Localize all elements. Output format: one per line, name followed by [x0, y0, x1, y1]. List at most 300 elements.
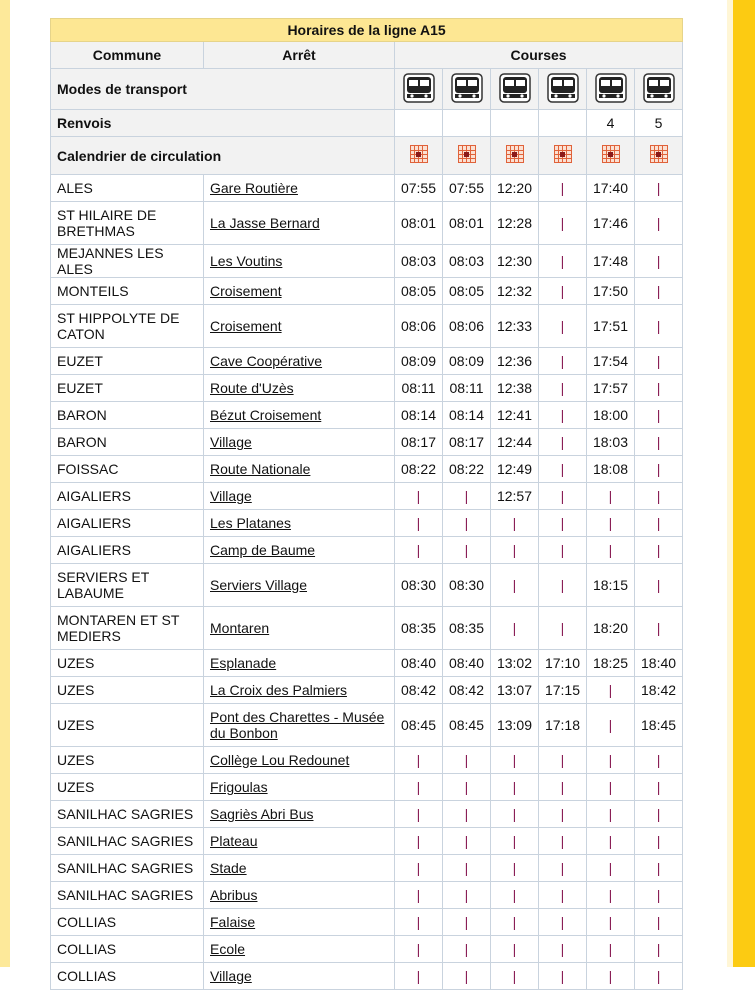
mode-cell: [491, 69, 539, 110]
no-stop-mark: |: [512, 515, 517, 531]
commune-cell: UZES: [51, 747, 204, 774]
no-stop-mark: |: [560, 380, 565, 396]
pass-cell: [395, 882, 443, 909]
time-cell: 08:01: [443, 202, 491, 245]
pass-cell: [539, 607, 587, 650]
pass-cell: [539, 429, 587, 456]
pass-cell: [491, 774, 539, 801]
right-border: [733, 0, 755, 967]
time-cell: 08:03: [395, 245, 443, 278]
pass-cell: [395, 774, 443, 801]
stop-link[interactable]: Montaren: [210, 620, 270, 636]
time-cell: 08:05: [443, 278, 491, 305]
commune-cell: EUZET: [51, 348, 204, 375]
commune-cell: AIGALIERS: [51, 510, 204, 537]
left-border: [0, 0, 10, 967]
pass-cell: [587, 510, 635, 537]
pass-cell: [395, 936, 443, 963]
no-stop-mark: |: [656, 860, 661, 876]
pass-cell: [443, 801, 491, 828]
header-courses: Courses: [395, 42, 683, 69]
pass-cell: [635, 936, 683, 963]
calendar-cell: [443, 137, 491, 175]
table-row: [51, 278, 683, 305]
commune-cell: EUZET: [51, 375, 204, 402]
stop-link[interactable]: Camp de Baume: [210, 542, 316, 558]
time-cell: 08:30: [443, 564, 491, 607]
time-cell: 08:22: [443, 456, 491, 483]
pass-cell: [635, 909, 683, 936]
time-cell: 12:28: [491, 202, 539, 245]
time-cell: 18:20: [587, 607, 635, 650]
time-cell: 08:42: [443, 677, 491, 704]
no-stop-mark: |: [656, 180, 661, 196]
header-arret: Arrêt: [204, 42, 395, 69]
time-cell: 08:45: [395, 704, 443, 747]
commune-cell: FOISSAC: [51, 456, 204, 483]
commune-cell: SANILHAC SAGRIES: [51, 801, 204, 828]
no-stop-mark: |: [416, 515, 421, 531]
no-stop-mark: |: [416, 941, 421, 957]
calendrier-row: [51, 137, 683, 175]
arret-cell: [204, 278, 395, 305]
no-stop-mark: |: [560, 752, 565, 768]
stop-link[interactable]: Stade: [210, 860, 247, 876]
calendar-cell: [395, 137, 443, 175]
no-stop-mark: |: [560, 779, 565, 795]
no-stop-mark: |: [560, 407, 565, 423]
time-cell: 17:57: [587, 375, 635, 402]
no-stop-mark: |: [560, 941, 565, 957]
pass-cell: [539, 202, 587, 245]
time-cell: 18:08: [587, 456, 635, 483]
pass-cell: [539, 348, 587, 375]
time-cell: 07:55: [443, 175, 491, 202]
time-cell: 08:30: [395, 564, 443, 607]
time-cell: 13:07: [491, 677, 539, 704]
stop-link[interactable]: Croisement: [210, 283, 282, 299]
calendar-icon[interactable]: [506, 145, 524, 166]
no-stop-mark: |: [560, 515, 565, 531]
no-stop-mark: |: [560, 318, 565, 334]
arret-cell: [204, 245, 395, 278]
no-stop-mark: |: [512, 968, 517, 984]
no-stop-mark: |: [608, 806, 613, 822]
no-stop-mark: |: [512, 914, 517, 930]
pass-cell: [395, 909, 443, 936]
pass-cell: [587, 677, 635, 704]
table-row: [51, 483, 683, 510]
arret-cell: [204, 564, 395, 607]
arret-cell: [204, 828, 395, 855]
time-cell: 08:06: [395, 305, 443, 348]
stop-link[interactable]: Abribus: [210, 887, 258, 903]
time-cell: 08:40: [443, 650, 491, 677]
no-stop-mark: |: [416, 887, 421, 903]
renvois-label: Renvois: [51, 110, 395, 137]
renvoi-cell[interactable]: 5: [635, 110, 683, 137]
no-stop-mark: |: [560, 353, 565, 369]
pass-cell: [395, 483, 443, 510]
time-cell: 08:03: [443, 245, 491, 278]
calendar-icon[interactable]: [650, 145, 668, 166]
bus-icon: [547, 73, 579, 106]
calendar-icon[interactable]: [410, 145, 428, 166]
time-cell: 12:49: [491, 456, 539, 483]
commune-cell: SANILHAC SAGRIES: [51, 882, 204, 909]
no-stop-mark: |: [512, 887, 517, 903]
no-stop-mark: |: [656, 253, 661, 269]
no-stop-mark: |: [512, 752, 517, 768]
no-stop-mark: |: [464, 860, 469, 876]
pass-cell: [539, 402, 587, 429]
time-cell: 08:22: [395, 456, 443, 483]
no-stop-mark: |: [656, 887, 661, 903]
no-stop-mark: |: [416, 860, 421, 876]
stop-link[interactable]: La Jasse Bernard: [210, 215, 320, 231]
no-stop-mark: |: [512, 542, 517, 558]
no-stop-mark: |: [656, 353, 661, 369]
time-cell: 18:00: [587, 402, 635, 429]
no-stop-mark: |: [560, 968, 565, 984]
time-cell: 08:35: [443, 607, 491, 650]
time-cell: 12:33: [491, 305, 539, 348]
pass-cell: [539, 375, 587, 402]
pass-cell: [491, 510, 539, 537]
calendar-cell: [539, 137, 587, 175]
table-row: [51, 909, 683, 936]
renvoi-cell: [443, 110, 491, 137]
no-stop-mark: |: [608, 914, 613, 930]
stop-link[interactable]: Gare Routière: [210, 180, 298, 196]
no-stop-mark: |: [656, 941, 661, 957]
table-row: [51, 607, 683, 650]
stop-link[interactable]: La Croix des Palmiers: [210, 682, 347, 698]
no-stop-mark: |: [512, 806, 517, 822]
header-commune: Commune: [51, 42, 204, 69]
pass-cell: [395, 510, 443, 537]
no-stop-mark: |: [464, 806, 469, 822]
no-stop-mark: |: [464, 887, 469, 903]
pass-cell: [587, 909, 635, 936]
arret-cell: [204, 402, 395, 429]
commune-cell: COLLIAS: [51, 936, 204, 963]
no-stop-mark: |: [608, 779, 613, 795]
no-stop-mark: |: [560, 461, 565, 477]
no-stop-mark: |: [608, 752, 613, 768]
pass-cell: [539, 537, 587, 564]
pass-cell: [443, 774, 491, 801]
time-cell: 08:35: [395, 607, 443, 650]
stop-link[interactable]: Route Nationale: [210, 461, 311, 477]
timetable-title: Horaires de la ligne A15: [51, 19, 683, 42]
pass-cell: [635, 348, 683, 375]
pass-cell: [491, 747, 539, 774]
pass-cell: [635, 305, 683, 348]
commune-cell: AIGALIERS: [51, 537, 204, 564]
no-stop-mark: |: [560, 914, 565, 930]
commune-cell: COLLIAS: [51, 909, 204, 936]
pass-cell: [491, 882, 539, 909]
table-row: [51, 882, 683, 909]
table-row: [51, 510, 683, 537]
arret-cell: [204, 429, 395, 456]
timetable: [50, 18, 683, 990]
bus-icon: [643, 73, 675, 106]
no-stop-mark: |: [656, 434, 661, 450]
time-cell: 08:06: [443, 305, 491, 348]
commune-cell: MONTAREN ET ST MEDIERS: [51, 607, 204, 650]
stop-link[interactable]: Village: [210, 434, 252, 450]
no-stop-mark: |: [560, 434, 565, 450]
time-cell: 12:32: [491, 278, 539, 305]
stop-link[interactable]: Croisement: [210, 318, 282, 334]
renvoi-cell[interactable]: 4: [587, 110, 635, 137]
pass-cell: [539, 456, 587, 483]
no-stop-mark: |: [656, 488, 661, 504]
commune-cell: BARON: [51, 402, 204, 429]
time-cell: 08:42: [395, 677, 443, 704]
pass-cell: [491, 607, 539, 650]
no-stop-mark: |: [656, 833, 661, 849]
time-cell: 12:30: [491, 245, 539, 278]
pass-cell: [635, 175, 683, 202]
pass-cell: [539, 483, 587, 510]
arret-cell: [204, 607, 395, 650]
no-stop-mark: |: [464, 941, 469, 957]
no-stop-mark: |: [560, 833, 565, 849]
no-stop-mark: |: [608, 717, 613, 733]
renvoi-cell: [395, 110, 443, 137]
table-row: [51, 677, 683, 704]
pass-cell: [635, 537, 683, 564]
no-stop-mark: |: [560, 860, 565, 876]
pass-cell: [587, 801, 635, 828]
time-cell: 18:42: [635, 677, 683, 704]
time-cell: 17:51: [587, 305, 635, 348]
pass-cell: [539, 855, 587, 882]
renvoi-cell: [491, 110, 539, 137]
arret-cell: [204, 704, 395, 747]
pass-cell: [539, 828, 587, 855]
no-stop-mark: |: [464, 488, 469, 504]
pass-cell: [539, 909, 587, 936]
table-row: [51, 456, 683, 483]
no-stop-mark: |: [512, 860, 517, 876]
commune-cell: ST HIPPOLYTE DE CATON: [51, 305, 204, 348]
calendar-icon[interactable]: [554, 145, 572, 166]
commune-cell: AIGALIERS: [51, 483, 204, 510]
time-cell: 12:20: [491, 175, 539, 202]
time-cell: 17:48: [587, 245, 635, 278]
stop-link[interactable]: Collège Lou Redounet: [210, 752, 350, 768]
stop-link[interactable]: Esplanade: [210, 655, 277, 671]
pass-cell: [635, 855, 683, 882]
pass-cell: [635, 828, 683, 855]
pass-cell: [587, 774, 635, 801]
stop-link[interactable]: Frigoulas: [210, 779, 268, 795]
no-stop-mark: |: [656, 806, 661, 822]
no-stop-mark: |: [656, 779, 661, 795]
time-cell: 13:09: [491, 704, 539, 747]
modes-row: [51, 69, 683, 110]
bus-icon: [595, 73, 627, 106]
no-stop-mark: |: [608, 682, 613, 698]
commune-cell: SANILHAC SAGRIES: [51, 828, 204, 855]
time-cell: 18:45: [635, 704, 683, 747]
bus-icon: [451, 73, 483, 106]
pass-cell: [635, 278, 683, 305]
stop-link[interactable]: Cave Coopérative: [210, 353, 323, 369]
mode-cell: [395, 69, 443, 110]
arret-cell: [204, 855, 395, 882]
calendar-icon[interactable]: [458, 145, 476, 166]
stop-link[interactable]: Village: [210, 968, 252, 984]
arret-cell: [204, 677, 395, 704]
no-stop-mark: |: [656, 914, 661, 930]
pass-cell: [395, 855, 443, 882]
stop-link[interactable]: Route d'Uzès: [210, 380, 294, 396]
pass-cell: [539, 774, 587, 801]
pass-cell: [635, 375, 683, 402]
no-stop-mark: |: [608, 488, 613, 504]
pass-cell: [587, 936, 635, 963]
calendar-icon[interactable]: [602, 145, 620, 166]
pass-cell: [587, 537, 635, 564]
pass-cell: [491, 909, 539, 936]
no-stop-mark: |: [656, 752, 661, 768]
stop-link[interactable]: Pont des Charettes - Musée du Bonbon: [210, 709, 385, 741]
pass-cell: [491, 855, 539, 882]
no-stop-mark: |: [464, 779, 469, 795]
time-cell: 18:15: [587, 564, 635, 607]
arret-cell: [204, 909, 395, 936]
commune-cell: ALES: [51, 175, 204, 202]
pass-cell: [491, 801, 539, 828]
no-stop-mark: |: [608, 941, 613, 957]
no-stop-mark: |: [608, 860, 613, 876]
no-stop-mark: |: [608, 542, 613, 558]
time-cell: 12:38: [491, 375, 539, 402]
no-stop-mark: |: [656, 542, 661, 558]
time-cell: 08:14: [443, 402, 491, 429]
commune-cell: UZES: [51, 677, 204, 704]
stop-link[interactable]: Ecole: [210, 941, 246, 957]
stop-link[interactable]: Falaise: [210, 914, 256, 930]
no-stop-mark: |: [416, 914, 421, 930]
no-stop-mark: |: [608, 887, 613, 903]
time-cell: 17:54: [587, 348, 635, 375]
time-cell: 08:14: [395, 402, 443, 429]
no-stop-mark: |: [656, 461, 661, 477]
no-stop-mark: |: [656, 318, 661, 334]
no-stop-mark: |: [464, 752, 469, 768]
no-stop-mark: |: [656, 620, 661, 636]
stop-link[interactable]: Village: [210, 488, 252, 504]
pass-cell: [443, 855, 491, 882]
renvois-row: [51, 110, 683, 137]
table-row: [51, 564, 683, 607]
pass-cell: [635, 564, 683, 607]
table-row: [51, 348, 683, 375]
arret-cell: [204, 774, 395, 801]
pass-cell: [635, 510, 683, 537]
stop-link[interactable]: Serviers Village: [210, 577, 308, 593]
pass-cell: [635, 747, 683, 774]
arret-cell: [204, 175, 395, 202]
calendar-cell: [635, 137, 683, 175]
stop-link[interactable]: Plateau: [210, 833, 258, 849]
time-cell: 17:18: [539, 704, 587, 747]
mode-cell: [539, 69, 587, 110]
commune-cell: BARON: [51, 429, 204, 456]
no-stop-mark: |: [512, 779, 517, 795]
arret-cell: [204, 537, 395, 564]
pass-cell: [443, 882, 491, 909]
time-cell: 08:05: [395, 278, 443, 305]
no-stop-mark: |: [656, 968, 661, 984]
time-cell: 17:46: [587, 202, 635, 245]
mode-cell: [443, 69, 491, 110]
pass-cell: [635, 607, 683, 650]
table-row: [51, 704, 683, 747]
arret-cell: [204, 348, 395, 375]
commune-cell: UZES: [51, 774, 204, 801]
time-cell: 12:41: [491, 402, 539, 429]
time-cell: 08:09: [443, 348, 491, 375]
time-cell: 08:17: [443, 429, 491, 456]
no-stop-mark: |: [656, 380, 661, 396]
stop-link[interactable]: Les Voutins: [210, 253, 283, 269]
pass-cell: [491, 828, 539, 855]
stop-link[interactable]: Les Platanes: [210, 515, 291, 531]
table-row: [51, 774, 683, 801]
no-stop-mark: |: [560, 577, 565, 593]
no-stop-mark: |: [608, 833, 613, 849]
no-stop-mark: |: [656, 283, 661, 299]
no-stop-mark: |: [416, 542, 421, 558]
no-stop-mark: |: [560, 488, 565, 504]
stop-link[interactable]: Bézut Croisement: [210, 407, 322, 423]
pass-cell: [635, 245, 683, 278]
pass-cell: [395, 537, 443, 564]
pass-cell: [491, 936, 539, 963]
table-row: [51, 801, 683, 828]
time-cell: 18:40: [635, 650, 683, 677]
no-stop-mark: |: [656, 515, 661, 531]
time-cell: 12:57: [491, 483, 539, 510]
pass-cell: [395, 828, 443, 855]
time-cell: 08:09: [395, 348, 443, 375]
no-stop-mark: |: [512, 620, 517, 636]
pass-cell: [491, 537, 539, 564]
pass-cell: [443, 828, 491, 855]
table-row: [51, 650, 683, 677]
calendar-cell: [587, 137, 635, 175]
table-row: [51, 936, 683, 963]
pass-cell: [587, 747, 635, 774]
arret-cell: [204, 650, 395, 677]
commune-cell: COLLIAS: [51, 963, 204, 990]
pass-cell: [539, 278, 587, 305]
no-stop-mark: |: [416, 806, 421, 822]
commune-cell: UZES: [51, 650, 204, 677]
no-stop-mark: |: [656, 577, 661, 593]
time-cell: 18:03: [587, 429, 635, 456]
arret-cell: [204, 801, 395, 828]
stop-link[interactable]: Sagriès Abri Bus: [210, 806, 314, 822]
no-stop-mark: |: [464, 542, 469, 558]
